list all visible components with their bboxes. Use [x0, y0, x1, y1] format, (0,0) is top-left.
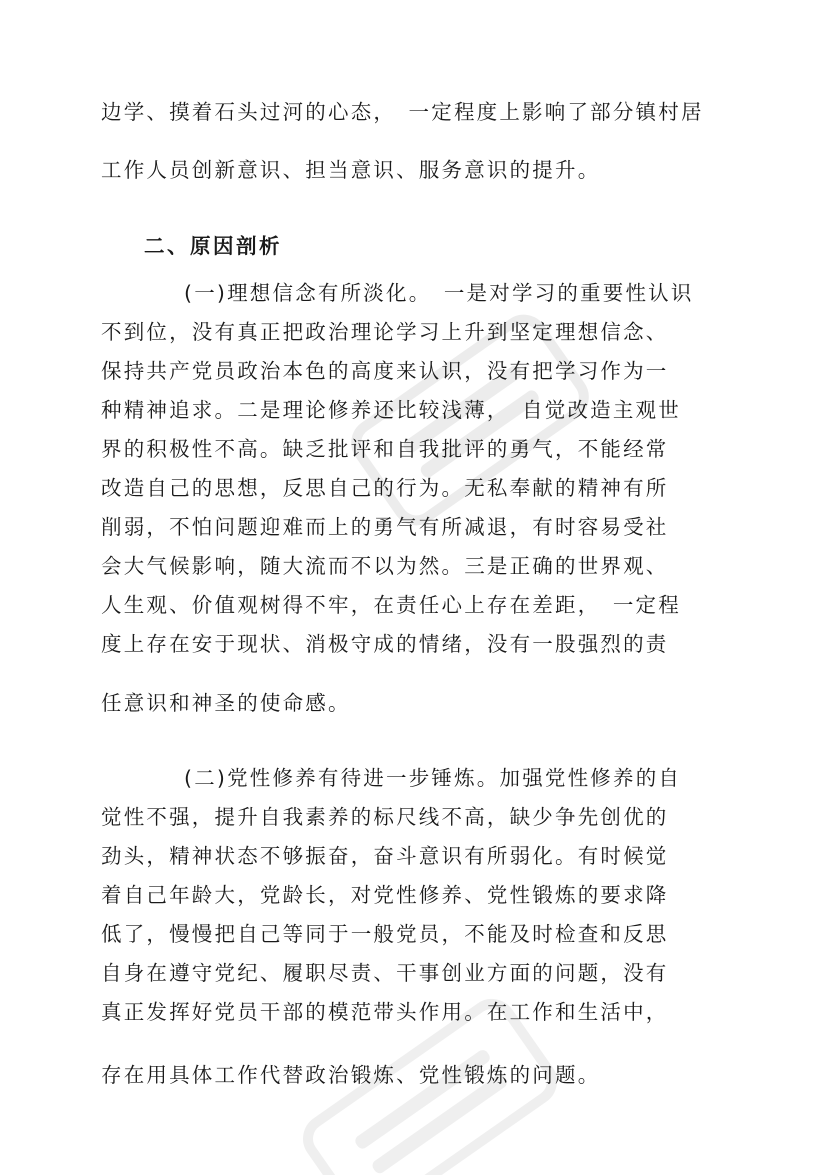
para1-line-5: 界的积极性不高。缺乏批评和自我批评的勇气，不能经常: [101, 437, 669, 461]
para1-line-11: 任意识和神圣的使命感。: [101, 691, 351, 715]
para2-line-7: 真正发挥好党员干部的模范带头作用。在工作和生活中，: [101, 1000, 669, 1024]
para1-line-8: 会大气候影响，随大流而不以为然。三是正确的世界观、: [101, 554, 669, 578]
para1-line-3: 保持共产党员政治本色的高度来认识，没有把学习作为一: [101, 359, 669, 383]
para2-line-4: 着自己年龄大，党龄长，对党性修养、党性锻炼的要求降: [101, 883, 669, 907]
para1-line-2: 不到位，没有真正把政治理论学习上升到坚定理想信念、: [101, 320, 669, 344]
para2-line-6: 自身在遵守党纪、履职尽责、干事创业方面的问题，没有: [101, 961, 669, 985]
continuation-line-2: 工作人员创新意识、担当意识、服务意识的提升。: [101, 158, 601, 182]
para2-line-1: (二)党性修养有待进一步锤炼。加强党性修养的自: [184, 766, 682, 790]
continuation-line-1: 边学、摸着石头过河的心态， 一定程度上影响了部分镇村居: [101, 100, 704, 124]
section-heading: 二、原因剖析: [144, 234, 282, 258]
para2-line-3: 劲头，精神状态不够振奋，奋斗意识有所弱化。有时候觉: [101, 844, 669, 868]
para1-line-6: 改造自己的思想，反思自己的行为。无私奉献的精神有所: [101, 476, 669, 500]
para1-line-1: (一)理想信念有所淡化。 一是对学习的重要性认识: [184, 281, 694, 305]
para2-line-5: 低了，慢慢把自己等同于一般党员，不能及时检查和反思: [101, 922, 669, 946]
para1-line-7: 削弱，不怕问题迎难而上的勇气有所减退，有时容易受社: [101, 515, 669, 539]
para1-line-10: 度上存在安于现状、消极守成的情绪，没有一股强烈的责: [101, 632, 669, 656]
para2-line-2: 觉性不强，提升自我素养的标尺线不高，缺少争先创优的: [101, 805, 669, 829]
para2-line-8: 存在用具体工作代替政治锻炼、党性锻炼的问题。: [101, 1063, 601, 1087]
para1-line-4: 种精神追求。二是理论修养还比较浅薄， 自觉改造主观世: [101, 398, 681, 422]
para1-line-9: 人生观、价值观树得不牢，在责任心上存在差距， 一定程: [101, 593, 681, 617]
